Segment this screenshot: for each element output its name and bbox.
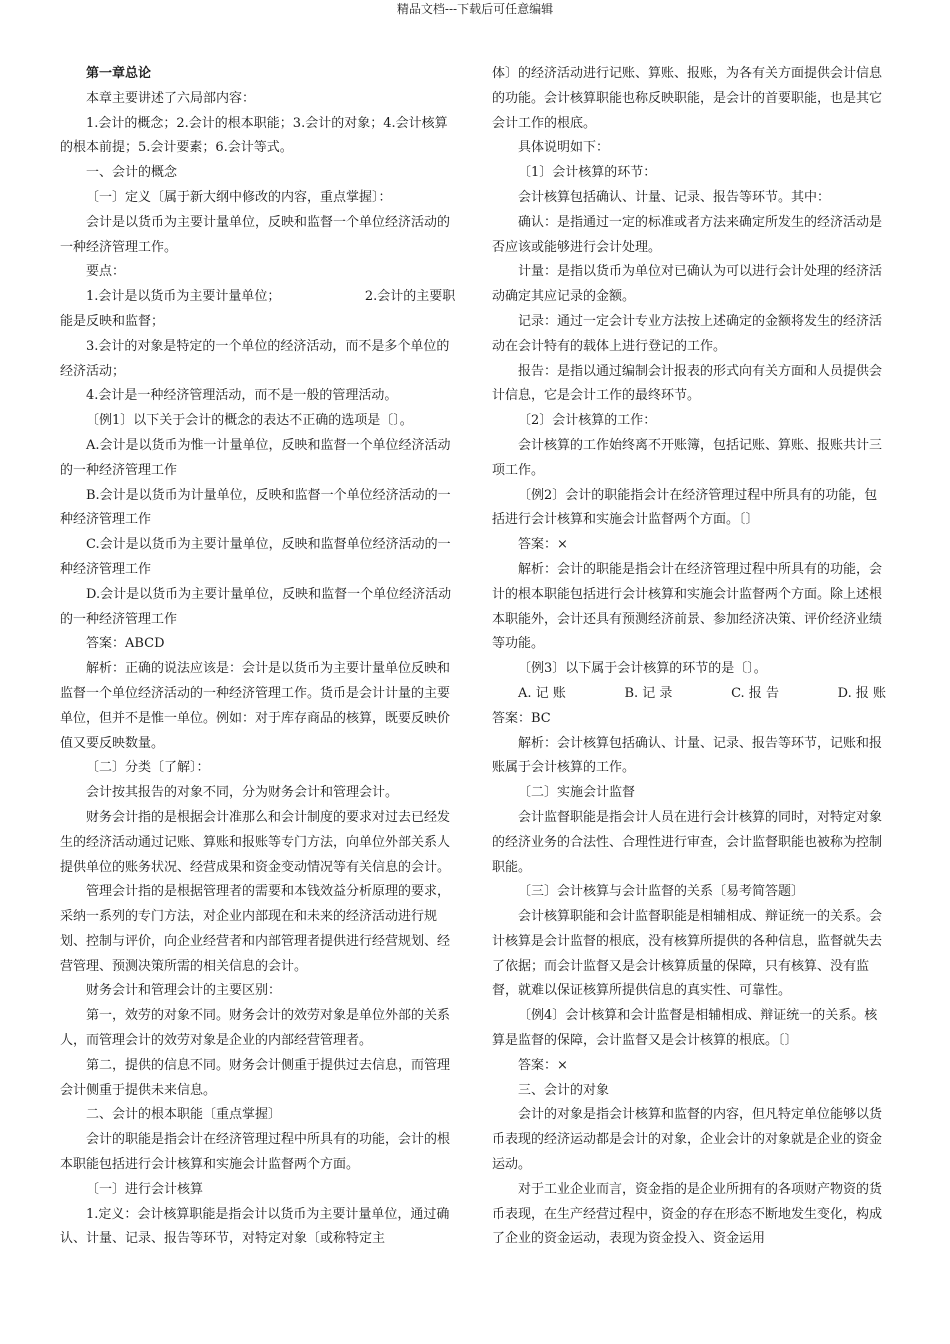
left-paragraph: 会计按其报告的对象不同，分为财务会计和管理会计。 xyxy=(86,785,399,801)
right-paragraph: 答案：× xyxy=(518,537,568,553)
right-paragraph: 会计的对象是指会计核算和监督的内容，但凡特定单位能够以货币表现的经济运动都是会计的对象，企业会计的对象就是企业的资金运动。 xyxy=(492,1107,883,1173)
right-paragraph: 对于工业企业而言，资金指的是企业所拥有的各项财产物资的货币表现，在生产经营过程中，资金的存在形态不断地发生变化，构成了企业的资金运动，表现为资金投入、资金运用 xyxy=(492,1181,883,1247)
left-paragraph: A.会计是以货币为惟一计量单位，反映和监督一个单位经济活动的一种经济管理工作 xyxy=(60,437,451,478)
right-paragraph: 答案：× xyxy=(518,1057,568,1073)
left-paragraph: 1.会计的概念；2.会计的根本职能；3.会计的对象；4.会计核算的根本前提；5.会计要素；6.会计等式。 xyxy=(60,115,448,156)
left-paragraph: 财务会计指的是根据会计准那么和会计制度的要求对过去已经发生的经济活动通过记账、算账和报账等专门方法，向单位外部关系人提供单位的账务状况、经营成果和资金变动情况等有关信息的会计。 xyxy=(60,809,451,875)
left-paragraph: B.会计是以货币为计量单位，反映和监督一个单位经济活动的一种经济管理工作 xyxy=(60,487,451,528)
right-paragraph: 〔例3〕以下属于会计核算的环节的是〔〕。 xyxy=(518,661,767,677)
left-paragraph: 第一，效劳的对象不同。财务会计的效劳对象是单位外部的关系人，而管理会计的效劳对象是企业的内部经营管理者。 xyxy=(60,1008,451,1049)
page-header: 精品文档---下载后可任意编辑 xyxy=(396,2,554,16)
right-paragraph: 会计监督职能是指会计人员在进行会计核算的同时，对特定对象的经济业务的合法性、合理性进行审查，会计监督职能也被称为控制职能。 xyxy=(492,809,883,875)
answer-option: D. 报 账 xyxy=(837,685,886,701)
left-paragraph: 1.定义：会计核算职能是指会计以货币为主要计量单位，通过确认、计量、记录、报告等环节，对特定对象〔或称特定主 xyxy=(60,1206,450,1247)
left-paragraph: 第一章总论 xyxy=(86,66,152,81)
right-paragraph: 解析：会计的职能是指会计在经济管理过程中所具有的功能，会计的根本职能包括进行会计核算和实施会计监督两个方面。除上述根本职能外，会计还具有预测经济前景、参加经济决策、评价经济业绩等功能。 xyxy=(492,561,883,652)
right-paragraph: 〔2〕会计核算的工作： xyxy=(518,413,657,429)
right-paragraph: 解析：会计核算包括确认、计量、记录、报告等环节，记账和报账属于会计核算的工作。 xyxy=(492,735,883,776)
left-paragraph: 答案：ABCD xyxy=(86,636,165,652)
right-column xyxy=(492,62,890,1332)
right-paragraph: 记录：通过一定会计专业方法按上述确定的金额将发生的经济活动在会计特有的载体上进行登记的工作。 xyxy=(492,313,883,354)
left-paragraph: 会计是以货币为主要计量单位，反映和监督一个单位经济活动的一种经济管理工作。 xyxy=(60,214,451,255)
left-paragraph: 本章主要讲述了六局部内容： xyxy=(86,90,256,106)
right-paragraph: 答案：BC xyxy=(492,710,551,726)
left-paragraph: 〔例1〕以下关于会计的概念的表达不正确的选项是〔〕。 xyxy=(86,413,413,429)
left-paragraph: D.会计是以货币为主要计量单位，反映和监督一个单位经济活动的一种经济管理工作 xyxy=(60,586,452,627)
left-paragraph: 财务会计和管理会计的主要区别： xyxy=(86,983,282,999)
right-paragraph: 计量：是指以货币为单位对已确认为可以进行会计处理的经济活动确定其应记录的金额。 xyxy=(492,264,883,305)
answer-option: C. 报 告 xyxy=(731,685,779,701)
left-paragraph: 〔一〕定义〔属于新大纲中修改的内容，重点掌握〕： xyxy=(86,189,392,205)
right-paragraph: 会计核算职能和会计监督职能是相辅相成、辩证统一的关系。会计核算是会计监督的根底，没有核算所提供的各种信息，监督就失去了依据；而会计监督又是会计核算质量的保障，只有核算、没有监督，就难以保证核算所提供信息的真实性、可靠性。 xyxy=(492,909,883,999)
left-paragraph: C.会计是以货币为主要计量单位，反映和监督单位经济活动的一种经济管理工作 xyxy=(60,537,451,577)
left-paragraph: 二、会计的根本职能〔重点掌握〕 xyxy=(86,1107,282,1123)
left-paragraph: 4.会计是一种经济管理活动，而不是一般的管理活动。 xyxy=(86,388,398,404)
right-paragraph: 〔例4〕会计核算和会计监督是相辅相成、辩证统一的关系。核算是监督的保障，会计监督又是会计核算的根底。〔〕 xyxy=(492,1008,878,1049)
left-paragraph: 管理会计指的是根据管理者的需要和本钱效益分析原理的要求，采纳一系列的专门方法，对企业内部现在和未来的经济活动进行规划、控制与评价，向企业经营者和内部管理者提供进行经营规划、经营管理、预测决策所需的相关信息的会计。 xyxy=(60,884,451,974)
left-paragraph: 第二，提供的信息不同。财务会计侧重于提供过去信息，而管理会计侧重于提供未来信息。 xyxy=(60,1057,451,1098)
right-paragraph: 确认：是指通过一定的标准或者方法来确定所发生的经济活动是否应该或能够进行会计处理。 xyxy=(492,214,883,255)
left-paragraph: 一、会计的概念 xyxy=(86,165,178,181)
right-paragraph: 体〕的经济活动进行记账、算账、报账，为各有关方面提供会计信息的功能。会计核算职能也称反映职能，是会计的首要职能，也是其它会计工作的根底。 xyxy=(492,66,883,131)
left-paragraph: 1.会计是以货币为主要计量单位； 2.会计的主要职能是反映和监督； xyxy=(60,289,456,329)
right-paragraph: 会计核算包括确认、计量、记录、报告等环节。其中： xyxy=(518,189,831,205)
left-paragraph: 〔一〕进行会计核算 xyxy=(86,1181,204,1197)
right-paragraph: 〔例2〕会计的职能指会计在经济管理过程中所具有的功能，包括进行会计核算和实施会计监督两个方面。〔〕 xyxy=(492,487,878,528)
left-paragraph: 会计的职能是指会计在经济管理过程中所具有的功能，会计的根本职能包括进行会计核算和实施会计监督两个方面。 xyxy=(60,1132,451,1173)
answer-options xyxy=(492,682,890,707)
right-paragraph: 〔1〕会计核算的环节： xyxy=(518,165,657,181)
right-paragraph: 〔三〕会计核算与会计监督的关系〔易考简答题〕 xyxy=(518,884,805,900)
right-paragraph: 三、会计的对象 xyxy=(518,1082,610,1098)
left-paragraph: 〔二〕分类〔了解〕： xyxy=(86,760,210,776)
left-paragraph: 要点： xyxy=(86,264,126,280)
right-paragraph: 具体说明如下： xyxy=(518,140,610,156)
answer-option: B. 记 录 xyxy=(624,685,673,701)
left-column xyxy=(60,62,458,1332)
answer-option: A. 记 账 xyxy=(518,685,566,701)
left-paragraph: 解析：正确的说法应该是：会计是以货币为主要计量单位反映和监督一个单位经济活动的一种经济管理工作。货币是会计计量的主要单位，但并不是惟一单位。例如：对于库存商品的核算，既要反映价值又要反映数量。 xyxy=(60,661,451,751)
left-paragraph: 3.会计的对象是特定的一个单位的经济活动，而不是多个单位的经济活动； xyxy=(60,338,450,379)
right-paragraph: 报告：是指以通过编制会计报表的形式向有关方面和人员提供会计信息，它是会计工作的最终环节。 xyxy=(492,363,883,404)
right-paragraph: 会计核算的工作始终离不开账簿，包括记账、算账、报账共计三项工作。 xyxy=(492,437,883,478)
right-paragraph: 〔二〕实施会计监督 xyxy=(518,785,636,801)
